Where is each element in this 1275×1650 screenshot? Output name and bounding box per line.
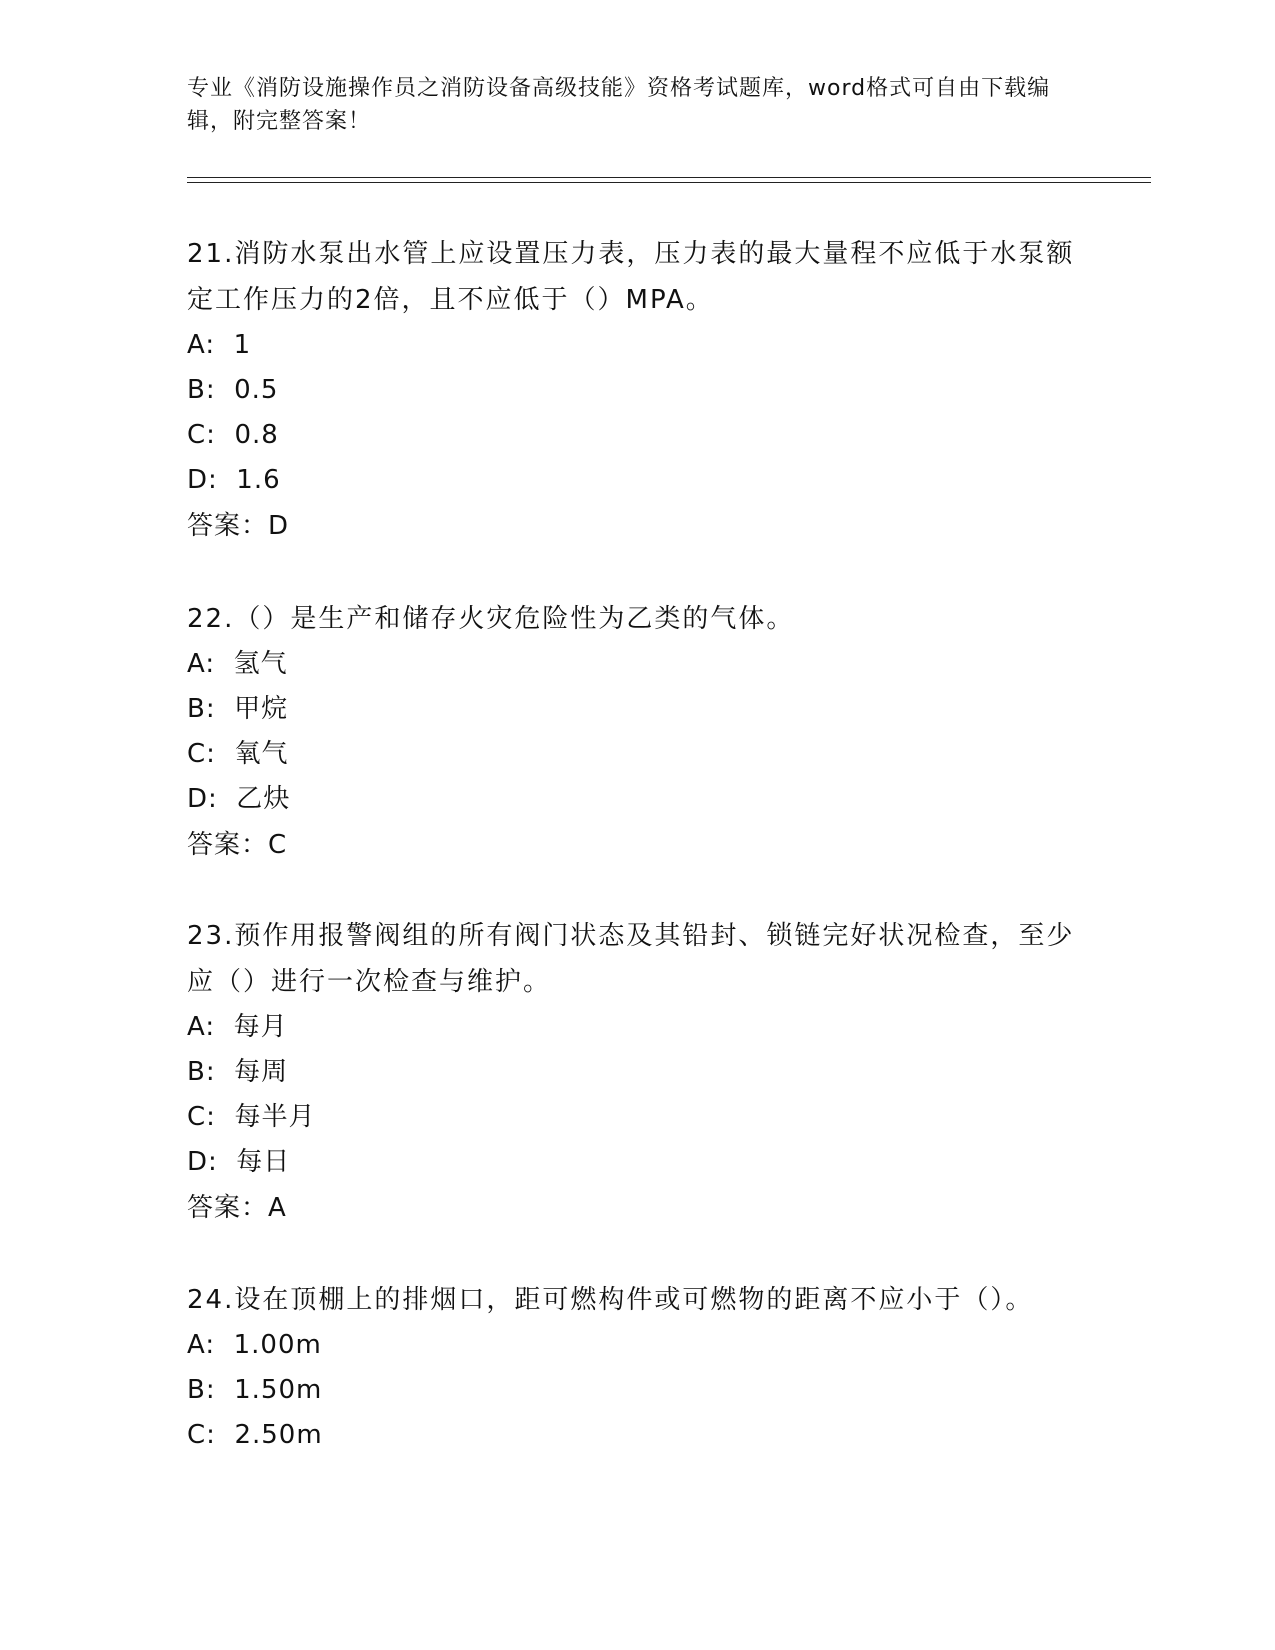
option-c: C: 每半月 (187, 1102, 316, 1132)
document-header: 专业《消防设施操作员之消防设备高级技能》资格考试题库，word格式可自由下载编辑，附完整答案！ (187, 76, 1051, 134)
answer: 答案：C (187, 830, 288, 860)
option-b: B: 每周 (187, 1057, 289, 1087)
option-c: C: 0.8 (187, 420, 279, 450)
option-d: D: 1.6 (187, 465, 281, 495)
question-22 (187, 596, 1087, 868)
question-stem: 24.设在顶棚上的排烟口，距可燃构件或可燃物的距离不应小于（）。 (187, 1285, 1034, 1315)
option-a: A: 每月 (187, 1012, 288, 1042)
option-b: B: 甲烷 (187, 694, 289, 724)
option-c: C: 2.50m (187, 1420, 323, 1450)
header-divider-top (187, 177, 1151, 178)
answer: 答案：A (187, 1193, 287, 1223)
question-23 (187, 913, 1087, 1231)
option-c: C: 氧气 (187, 739, 289, 769)
header-divider-bottom (187, 182, 1151, 183)
question-21 (187, 231, 1087, 549)
option-b: B: 0.5 (187, 375, 279, 405)
option-a: A: 1 (187, 330, 252, 360)
option-d: D: 乙炔 (187, 784, 291, 814)
option-b: B: 1.50m (187, 1375, 323, 1405)
option-a: A: 1.00m (187, 1330, 322, 1360)
question-24 (187, 1277, 1087, 1458)
question-stem: 21.消防水泵出水管上应设置压力表，压力表的最大量程不应低于水泵额定工作压力的2倍，且不应低于（）MPA。 (187, 239, 1075, 315)
answer: 答案：D (187, 511, 290, 541)
option-a: A: 氢气 (187, 649, 288, 679)
option-d: D: 每日 (187, 1147, 291, 1177)
question-stem: 23.预作用报警阀组的所有阀门状态及其铅封、锁链完好状况检查，至少应（）进行一次检查与维护。 (187, 921, 1075, 997)
question-stem: 22.（）是生产和储存火灾危险性为乙类的气体。 (187, 604, 795, 634)
